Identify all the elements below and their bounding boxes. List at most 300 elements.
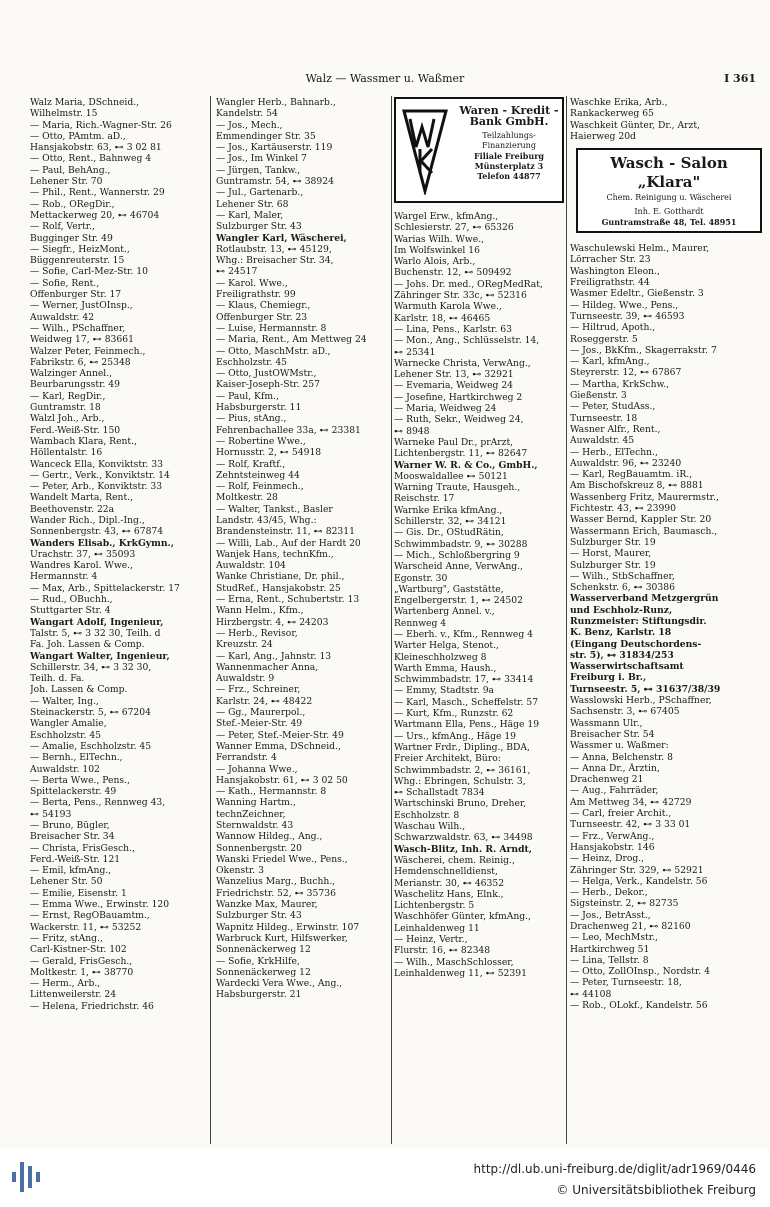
directory-entry: — Otto, PAmtm. aD.,: [30, 130, 126, 142]
directory-entry: Freiburg i. Br.,: [570, 672, 647, 684]
directory-entry: Fehrenbachallee 33a, ⊷ 23381: [216, 424, 361, 436]
directory-entry: K. Benz, Karlstr. 18: [570, 627, 672, 639]
directory-entry: Wann Helm., Kfm.,: [216, 605, 304, 617]
salon-title: Wasch - Salon „Klara": [610, 154, 728, 192]
directory-entry: Beethovenstr. 22a: [30, 503, 115, 515]
directory-entry: Warias Wilh. Wwe.,: [394, 233, 485, 245]
directory-entry: Eschholzstr. 45: [216, 356, 288, 368]
directory-entry: — Walter, Tankst., Basler: [216, 503, 333, 515]
directory-entry: — Berta, Pens., Rennweg 43,: [30, 797, 166, 809]
directory-entry: — Bernh., ElTechn.,: [30, 752, 123, 764]
directory-entry: — Lina, Pens., Karlstr. 63: [394, 323, 512, 335]
directory-entry: „Wartburg", Gaststätte,: [394, 583, 504, 595]
directory-entry: Fichtestr. 43, ⊷ 23990: [570, 503, 677, 515]
wkv-logo-icon: [402, 107, 448, 195]
directory-entry: — Emilie, Eisenstr. 1: [30, 887, 127, 899]
directory-entry: Lehener Str. 68: [216, 198, 289, 210]
directory-entry: Landstr. 43/45, Whg.:: [216, 514, 317, 526]
directory-entry: Warneke Paul Dr., prArzt,: [394, 436, 514, 448]
directory-entry: — Rolf, Vertr.,: [30, 221, 95, 233]
directory-entry: — Hildeg. Wwe., Pens.,: [570, 299, 679, 311]
directory-entry: Wanke Christiane, Dr. phil.,: [216, 571, 345, 583]
directory-entry: Wanski Friedel Wwe., Pens.,: [216, 853, 348, 865]
directory-entry: Sulzburger Str. 19: [570, 559, 656, 571]
directory-entry: — Walter, Ing.,: [30, 695, 99, 707]
directory-entry: Waschke Erika, Arb.,: [570, 97, 668, 108]
directory-entry: Auwaldstr. 9: [216, 673, 275, 685]
directory-entry: Leinhaldenweg 11, ⊷ 52391: [394, 967, 527, 979]
directory-entry: — Urs., kfmAng., Häge 19: [394, 730, 517, 742]
directory-entry: Wandelt Marta, Rent.,: [30, 492, 133, 504]
directory-entry: Wardecki Vera Wwe., Ang.,: [216, 978, 343, 990]
directory-entry: technZeichner,: [216, 808, 286, 820]
directory-entry: — Sofie, Rent.,: [30, 277, 100, 289]
directory-entry: Schwimmbadstr. 2, ⊷ 36161,: [394, 764, 531, 776]
directory-entry: Wanders Elisab., KrkGymn.,: [30, 537, 174, 549]
directory-entry: — Frz., Schreiner,: [216, 684, 301, 696]
directory-entry: Schillerstr. 34, ⊷ 3 32 30,: [30, 661, 152, 673]
directory-entry: Wartner Frdr., Dipling., BDA,: [394, 741, 530, 753]
directory-entry: Am Bischofskreuz 8, ⊷ 8881: [570, 480, 704, 492]
directory-entry: Sachsenstr. 3, ⊷ 67405: [570, 706, 680, 718]
directory-entry: Karlstr. 24, ⊷ 48422: [216, 695, 313, 707]
directory-entry: Warning Traute, Hausgeh.,: [394, 482, 521, 494]
directory-entry: Okenstr. 3: [216, 865, 264, 877]
directory-entry: Sonnenäckerweg 12: [216, 944, 311, 956]
directory-entry: Auwaldstr. 45: [570, 435, 635, 447]
directory-entry: Auwaldstr. 42: [30, 311, 95, 323]
directory-entry: Talstr. 5, ⊷ 3 32 30, Teilh. d: [30, 627, 161, 639]
directory-entry: — Wilh., MaschSchlosser,: [394, 956, 514, 968]
directory-entry: Wapnitz Hildeg., Erwinstr. 107: [216, 921, 360, 933]
directory-entry: Hansjakobstr. 61, ⊷ 3 02 50: [216, 774, 348, 786]
directory-entry: — Gerald, FrisGesch.,: [30, 955, 133, 967]
directory-entry: Mooswaldallee ⊷ 50121: [394, 470, 508, 482]
directory-entry: Hartkirchweg 51: [570, 943, 650, 955]
directory-entry: ⊷ Schallstadt 7834: [394, 787, 485, 799]
directory-entry: Warnecke Christa, VerwAng.,: [394, 357, 531, 369]
directory-entry: Whg.: Ebringen, Schulstr. 3,: [394, 775, 526, 787]
column-4: [570, 97, 762, 1011]
directory-entry: Beurbarungsstr. 49: [30, 379, 120, 391]
directory-entry: — Jos., BetrAsst.,: [570, 909, 651, 921]
directory-entry: Wasch-Blitz, Inh. R. Arndt,: [394, 843, 532, 855]
directory-entry: Hemdenschnelldienst,: [394, 866, 498, 878]
directory-entry: Steyrerstr. 12, ⊷ 67867: [570, 367, 682, 379]
directory-entry: — Berta Wwe., Pens.,: [30, 774, 130, 786]
directory-entry: — Robertine Wwe.,: [216, 435, 306, 447]
directory-entry: Kreuzstr. 24: [216, 639, 273, 651]
directory-entry: Walzer Peter, Feinmech.,: [30, 345, 146, 357]
directory-entry: Wargel Erw., kfmAng.,: [394, 211, 499, 222]
directory-entry: — Pius, stAng.,: [216, 413, 287, 425]
directory-entry: — Jos., Mech.,: [216, 119, 283, 131]
directory-entry: — Karl, Maler,: [216, 209, 284, 221]
bank-name-line1: Waren - Kredit -: [459, 104, 559, 117]
source-url[interactable]: http://dl.ub.uni-freiburg.de/diglit/adr1969/0446: [473, 1162, 756, 1176]
directory-entry: — Otto, JustOWMstr.,: [216, 368, 317, 380]
directory-entry: — Rolf, Feinmech.,: [216, 481, 304, 493]
directory-entry: — Rob., ORegDir.,: [30, 198, 115, 210]
directory-entry: — Phil., Rent., Wannerstr. 29: [30, 187, 165, 199]
directory-entry: Warter Helga, Stenot.,: [394, 640, 499, 652]
page-number: I 361: [724, 72, 756, 85]
directory-entry: Washington Eleon.,: [570, 265, 660, 277]
directory-entry: Teilh. d. Fa.: [30, 673, 85, 685]
directory-entry: Walzl Joh., Arb.,: [30, 413, 105, 425]
directory-entry: Schwarzwaldstr. 63, ⊷ 34498: [394, 832, 533, 844]
directory-entry: Turnseestr. 5, ⊷ 31637/38/39: [570, 683, 721, 695]
directory-entry: Egonstr. 30: [394, 572, 448, 584]
directory-entry: Wasserwirtschaftsamt: [570, 661, 684, 673]
directory-entry: Gießenstr. 3: [570, 390, 627, 402]
directory-entry: Auwaldstr. 102: [30, 763, 100, 775]
directory-entry: Wassmann Ulr.,: [570, 717, 643, 729]
directory-entry: — Siegfr., HeizMont.,: [30, 243, 130, 255]
directory-entry: — Jos., Im Winkel 7: [216, 153, 307, 165]
directory-entry: Hansjakobstr. 146: [570, 841, 655, 853]
directory-entry: Wanzelius Marg., Buchh.,: [216, 876, 336, 888]
directory-entry: Schlesierstr. 27, ⊷ 65326: [394, 222, 514, 234]
column-3-entries: [394, 211, 564, 979]
directory-entry: — Emma Wwe., Erwinstr. 120: [30, 899, 170, 911]
directory-entry: — Willi, Lab., Auf der Hardt 20: [216, 537, 361, 549]
directory-entry: Wartmann Ella, Pens., Häge 19: [394, 719, 540, 731]
directory-entry: — Karl, Ang., Jahnstr. 13: [216, 650, 332, 662]
directory-entry: Kandelstr. 54: [216, 108, 278, 120]
directory-entry: Lörracher Str. 23: [570, 254, 651, 266]
directory-entry: — Luise, Hermannstr. 8: [216, 322, 327, 334]
directory-entry: — Otto, MaschMstr. aD.,: [216, 345, 331, 357]
directory-entry: Emmendinger Str. 35: [216, 130, 316, 142]
directory-entry: — Ernst, RegOBauamtm.,: [30, 910, 150, 922]
directory-entry: Sonnenbergstr. 20: [216, 842, 302, 854]
directory-entry: — Helga, Verk., Kandelstr. 56: [570, 875, 708, 887]
directory-entry: — Jos., BkKfm., Skagerrakstr. 7: [570, 344, 717, 356]
directory-entry: Leinhaldenweg 11: [394, 922, 480, 934]
directory-entry: Wassmer u. Waßmer:: [570, 740, 669, 752]
directory-entry: Wannow Hildeg., Ang.,: [216, 831, 323, 843]
directory-entry: Walzinger Annel.,: [30, 368, 113, 380]
directory-entry: Sigsteinstr. 2, ⊷ 82735: [570, 898, 679, 910]
directory-entry: Urachstr. 37, ⊷ 35093: [30, 548, 136, 560]
directory-entry: StudRef., Hansjakobstr. 25: [216, 582, 341, 594]
directory-entry: Wanzke Max, Maurer,: [216, 899, 318, 911]
directory-entry: Wangler Karl, Wäscherei,: [216, 232, 347, 244]
column-3: [394, 97, 564, 979]
directory-entry: — Herm., Arb.,: [30, 978, 101, 990]
directory-entry: Carl-Kistner-Str. 102: [30, 944, 127, 956]
directory-entry: Engelbergerstr. 1, ⊷ 24502: [394, 595, 523, 607]
directory-entry: Buchenstr. 12, ⊷ 509492: [394, 267, 512, 279]
directory-entry: — Paul, Kfm.,: [216, 390, 279, 402]
directory-entry: — Lina, Tellstr. 8: [570, 954, 649, 966]
directory-entry: Sulzburger Str. 43: [216, 221, 302, 233]
directory-entry: — Maria, Rich.-Wagner-Str. 26: [30, 119, 172, 131]
directory-entry: Wassermann Erich, Baumasch.,: [570, 525, 718, 537]
directory-entry: Bugginger Str. 49: [30, 232, 113, 244]
directory-entry: Sonnenbergstr. 43, ⊷ 67874: [30, 526, 164, 538]
directory-entry: Lehener Str. 13, ⊷ 32921: [394, 369, 514, 381]
directory-entry: Wannenmacher Anna,: [216, 661, 319, 673]
directory-entry: — Heinz, Vertr.,: [394, 934, 468, 945]
directory-entry: Wartschinski Bruno, Dreher,: [394, 798, 527, 810]
directory-entry: — Christa, FrisGesch.,: [30, 842, 135, 854]
directory-entry: Eschholzstr. 8: [394, 809, 460, 821]
directory-entry: Wasslowski Herb., PSchaffner,: [570, 695, 712, 707]
directory-entry: — Otto, Rent., Bahnweg 4: [30, 153, 152, 165]
directory-entry: Wasner Alfr., Rent.,: [570, 423, 661, 435]
directory-entry: ⊷ 25341: [394, 346, 436, 358]
directory-entry: Waschulewski Helm., Maurer,: [570, 243, 709, 255]
directory-entry: Joh. Lassen & Comp.: [30, 684, 128, 696]
directory-entry: — Johanna Wwe.,: [216, 763, 298, 775]
column-4-entries: [570, 243, 762, 1011]
directory-entry: Ferd.-Weiß-Str. 121: [30, 853, 121, 865]
column-rule: [391, 96, 392, 1144]
column-4-entries-top: [570, 97, 762, 142]
directory-entry: Lehener Str. 70: [30, 176, 103, 188]
bank-line: Teilzahlungs-: [482, 131, 536, 140]
directory-entry: Waschelitz Hans, Elnk.,: [394, 888, 504, 900]
directory-entry: Stuttgarter Str. 4: [30, 605, 111, 617]
directory-entry: Weidweg 17, ⊷ 83661: [30, 334, 134, 346]
directory-entry: — Werner, JustOInsp.,: [30, 300, 133, 312]
copyright-notice: © Universitätsbibliothek Freiburg: [556, 1183, 756, 1197]
column-rule: [210, 96, 211, 1144]
directory-entry: Breisacher Str. 34: [30, 831, 115, 843]
library-footer: [0, 1148, 770, 1207]
directory-entry: Stef.-Meier-Str. 49: [216, 718, 303, 730]
directory-entry: (Eingang Deutschordens-: [570, 638, 702, 650]
directory-entry: Waschau Wilh.,: [394, 821, 466, 833]
directory-entry: — Karol. Wwe.,: [216, 277, 288, 289]
directory-entry: Offenburger Str. 23: [216, 311, 308, 323]
directory-entry: — Mich., Schloßbergring 9: [394, 549, 520, 561]
directory-entry: Habsburgerstr. 11: [216, 402, 302, 414]
directory-entry: Eschholzstr. 45: [30, 729, 102, 741]
directory-entry: Walz Maria, DSchneid.,: [30, 97, 140, 108]
directory-entry: — Heinz, Drog.,: [570, 853, 645, 865]
directory-entry: Höllentalstr. 16: [30, 447, 103, 459]
directory-entry: Friedrichstr. 52, ⊷ 35736: [216, 887, 336, 899]
directory-entry: Warbruck Kurt, Hilfswerker,: [216, 932, 348, 944]
directory-entry: — Erna, Rent., Schubertstr. 13: [216, 594, 360, 606]
directory-entry: — Kurt, Kfm., Runzstr. 62: [394, 708, 514, 720]
directory-entry: — Mon., Ang., Schlüsselstr. 14,: [394, 335, 540, 347]
directory-entry: Wanner Emma, DSchneid.,: [216, 740, 341, 752]
salon-owner: Inh. E. Gotthardt: [634, 207, 704, 217]
column-rule: [566, 96, 567, 1144]
directory-entry: — Hiltrud, Apoth.,: [570, 322, 656, 334]
directory-entry: — Rob., OLokf., Kandelstr. 56: [570, 1000, 708, 1012]
wasch-salon-advertisement: [576, 148, 762, 233]
directory-entry: Wackerstr. 11, ⊷ 53252: [30, 921, 142, 933]
directory-entry: — Peter, Arb., Konviktstr. 33: [30, 481, 163, 493]
directory-entry: — Otto, ZollOInsp., Nordstr. 4: [570, 966, 710, 978]
directory-entry: — Gertr., Verk., Konviktstr. 14: [30, 469, 170, 481]
directory-entry: Freier Architekt, Büro:: [394, 753, 501, 765]
directory-entry: Wäscherei, chem. Reinig.,: [394, 854, 515, 866]
directory-entry: — Evemaria, Weidweg 24: [394, 380, 514, 392]
directory-entry: Auwaldstr. 104: [216, 560, 286, 572]
directory-entry: Sonnenäckerweg 12: [216, 966, 311, 978]
running-header: Walz — Wassmer u. Waßmer: [305, 72, 465, 85]
directory-entry: Moltkestr. 28: [216, 492, 278, 504]
directory-entry: Schillerstr. 32, ⊷ 34121: [394, 516, 507, 528]
directory-entry: — Anna Dr., Ärztin,: [570, 762, 660, 774]
bank-line: Filiale Freiburg: [474, 151, 544, 161]
directory-entry: Wandres Karol. Wwe.,: [30, 560, 134, 572]
directory-entry: — Klaus, Chemiegr.,: [216, 300, 311, 312]
directory-entry: Merianstr. 30, ⊷ 46352: [394, 877, 505, 889]
directory-entry: — Jürgen, Tankw.,: [216, 164, 301, 176]
directory-entry: Warner W. R. & Co., GmbH.,: [394, 459, 538, 471]
directory-entry: Guntramstr. 18: [30, 402, 101, 414]
directory-entry: Schwimmbadstr. 17, ⊷ 33414: [394, 674, 534, 686]
directory-entry: — Fritz, stAng.,: [30, 932, 103, 944]
directory-entry: Waschkeit Günter, Dr., Arzt,: [570, 119, 700, 131]
directory-entry: — Herb., ElTechn.,: [570, 446, 658, 458]
directory-entry: — Helena, Friedrichstr. 46: [30, 1000, 154, 1012]
salon-address: Guntramstraße 48, Tel. 48951: [601, 217, 737, 228]
directory-entry: — Max, Arb., Spittelackerstr. 17: [30, 582, 180, 594]
directory-entry: Wasser Bernd, Kappler Str. 20: [570, 514, 712, 526]
directory-entry: Wasmer Edeltr., Gießenstr. 3: [570, 288, 704, 300]
directory-entry: Warscheid Anne, VerwAng.,: [394, 561, 523, 573]
directory-entry: Wasserverband Metzgergrün: [570, 593, 719, 605]
directory-entry: Flurstr. 16, ⊷ 82348: [394, 945, 491, 957]
directory-entry: — Amalie, Eschholzstr. 45: [30, 740, 152, 752]
directory-entry: Offenburger Str. 17: [30, 289, 122, 301]
directory-entry: — Anna, Belchenstr. 8: [570, 751, 673, 763]
directory-entry: ⊷ 24517: [216, 266, 258, 278]
bank-phone: Telefon 44877: [477, 171, 541, 181]
directory-entry: Runzmeister: Stiftungsdir.: [570, 615, 707, 627]
directory-entry: Freiligrathstr. 99: [216, 289, 296, 301]
directory-entry: Warmuth Karola Wwe.,: [394, 301, 502, 313]
directory-entry: — Herb., Revisor,: [216, 627, 298, 639]
university-library-logo-icon: [10, 1156, 46, 1198]
bank-line: Münsterplatz 3: [474, 161, 544, 171]
directory-entry: Wanceck Ella, Konviktstr. 33: [30, 458, 163, 470]
directory-entry: Sulzburger Str. 19: [570, 536, 656, 548]
directory-entry: — Gis. Dr., OStudRätin,: [394, 527, 504, 539]
directory-entry: ⊷ 8948: [394, 425, 430, 437]
directory-entry: — Bruno, Bügler,: [30, 820, 110, 831]
directory-entry: Spittelackerstr. 49: [30, 786, 117, 798]
directory-entry: — Kath., Hermannstr. 8: [216, 786, 327, 798]
directory-entry: Ferrandstr. 4: [216, 752, 277, 764]
directory-entry: Schwimmbadstr. 9, ⊷ 30288: [394, 538, 528, 550]
directory-entry: Hornusstr. 2, ⊷ 54918: [216, 447, 322, 459]
directory-entry: Rankackerweg 65: [570, 108, 654, 120]
directory-entry: Kleineschholzweg 8: [394, 651, 487, 663]
directory-entry: ⊷ 44108: [570, 988, 612, 1000]
directory-entry: Steinackerstr. 5, ⊷ 67204: [30, 707, 151, 719]
directory-entry: Moltkestr. 1, ⊷ 38770: [30, 966, 134, 978]
directory-entry: Warnke Erika kfmAng.,: [394, 504, 503, 516]
directory-entry: — Peter, Stef.-Meier-Str. 49: [216, 729, 344, 741]
directory-entry: Warth Emma, Haush.,: [394, 662, 497, 674]
directory-entry: — Sofie, Carl-Mez-Str. 10: [30, 266, 148, 278]
directory-entry: Wangart Adolf, Ingenieur,: [30, 616, 164, 628]
directory-entry: — Emil, kfmAng.,: [30, 865, 112, 877]
directory-entry: Sternwaldstr. 43: [216, 820, 294, 831]
directory-entry: — Eberh. v., Kfm., Rennweg 4: [394, 628, 534, 640]
directory-entry: Rennweg 4: [394, 617, 447, 629]
directory-entry: Drachenweg 21: [570, 774, 644, 786]
directory-entry: str. 5), ⊷ 31834/253: [570, 649, 674, 661]
directory-entry: Zähringer Str. 33c, ⊷ 52316: [394, 290, 527, 302]
directory-entry: — Josefine, Hartkirchweg 2: [394, 391, 523, 403]
directory-entry: Zähringer Str. 329, ⊷ 52921: [570, 864, 704, 876]
bank-line: Finanzierung: [482, 141, 536, 150]
directory-entry: — Carl, freier Archit.,: [570, 808, 672, 820]
directory-entry: Am Mettweg 34, ⊷ 42729: [570, 796, 692, 808]
salon-line: Chem. Reinigung u. Wäscherei: [606, 193, 732, 203]
directory-entry: Schenkstr. 6, ⊷ 30386: [570, 582, 675, 594]
directory-entry: — Karl, Masch., Scheffelstr. 57: [394, 696, 539, 708]
directory-entry: Büggenreuterstr. 15: [30, 255, 125, 267]
column-1: [30, 97, 205, 1012]
directory-entry: — Wilh., PSchaffner,: [30, 322, 126, 334]
directory-entry: — Herb., Dekor.,: [570, 887, 648, 899]
directory-entry: Wambach Klara, Rent.,: [30, 435, 137, 447]
directory-entry: Zehntsteinweg 44: [216, 469, 300, 481]
directory-entry: — Emmy, Stadtstr. 9a: [394, 685, 495, 697]
bank-name-line2: Bank GmbH.: [469, 115, 549, 128]
directory-entry: — Rud., OBuchh.,: [30, 594, 113, 606]
directory-entry: Kaiser-Joseph-Str. 257: [216, 379, 320, 391]
directory-entry: Roseggerstr. 5: [570, 333, 638, 345]
directory-entry: Hansjakobstr. 63, ⊷ 3 02 81: [30, 142, 162, 154]
directory-entry: Lichtenbergstr. 5: [394, 900, 475, 912]
directory-entry: — Gg., Maurerpol.,: [216, 707, 306, 719]
directory-entry: Wangler Amalie,: [30, 718, 107, 730]
directory-entry: Littenweilerstr. 24: [30, 989, 117, 1001]
directory-entry: Reischstr. 17: [394, 493, 455, 505]
directory-entry: Wander Rich., Dipl.-Ing.,: [30, 514, 145, 526]
directory-entry: — Maria, Weidweg 24: [394, 403, 497, 415]
directory-entry: Fa. Joh. Lassen & Comp.: [30, 639, 145, 651]
directory-entry: — Jul., Gartenarb.,: [216, 187, 304, 199]
directory-entry: — Frz., VerwAng.,: [570, 830, 655, 842]
directory-entry: — Paul, BehAng.,: [30, 164, 111, 176]
directory-entry: Karlstr. 18, ⊷ 46465: [394, 312, 491, 324]
directory-entry: Lichtenbergstr. 11, ⊷ 82647: [394, 448, 528, 460]
directory-entry: — Horst, Maurer,: [570, 548, 652, 560]
directory-entry: Lehener Str. 50: [30, 876, 103, 888]
directory-entry: Habsburgerstr. 21: [216, 989, 302, 1001]
directory-entry: Breisacher Str. 54: [570, 728, 655, 740]
directory-entry: — Martha, KrkSchw.,: [570, 378, 670, 390]
directory-entry: Drachenweg 21, ⊷ 82160: [570, 921, 691, 932]
directory-entry: Guntramstr. 54, ⊷ 38924: [216, 176, 334, 188]
directory-entry: Wanning Hartm.,: [216, 797, 296, 809]
directory-entry: Warlo Alois, Arb.,: [394, 256, 476, 268]
directory-entry: Wartenberg Annel. v.,: [394, 606, 495, 618]
directory-entry: — Johs. Dr. med., ORegMedRat,: [394, 278, 543, 290]
bank-advertisement: [394, 97, 564, 203]
directory-entry: — Peter, Turnseestr. 18,: [570, 977, 682, 989]
directory-entry: Whg.: Breisacher Str. 34,: [216, 255, 334, 267]
directory-entry: — Jos., Kartäuserstr. 119: [216, 142, 333, 154]
directory-entry: Hirzbergstr. 4, ⊷ 24203: [216, 616, 329, 628]
directory-entry: — Aug., Fahrräder,: [570, 785, 659, 797]
directory-entry: Turnseestr. 42, ⊷ 3 33 01: [570, 819, 691, 831]
directory-entry: Brandensteinstr. 11, ⊷ 82311: [216, 526, 355, 538]
